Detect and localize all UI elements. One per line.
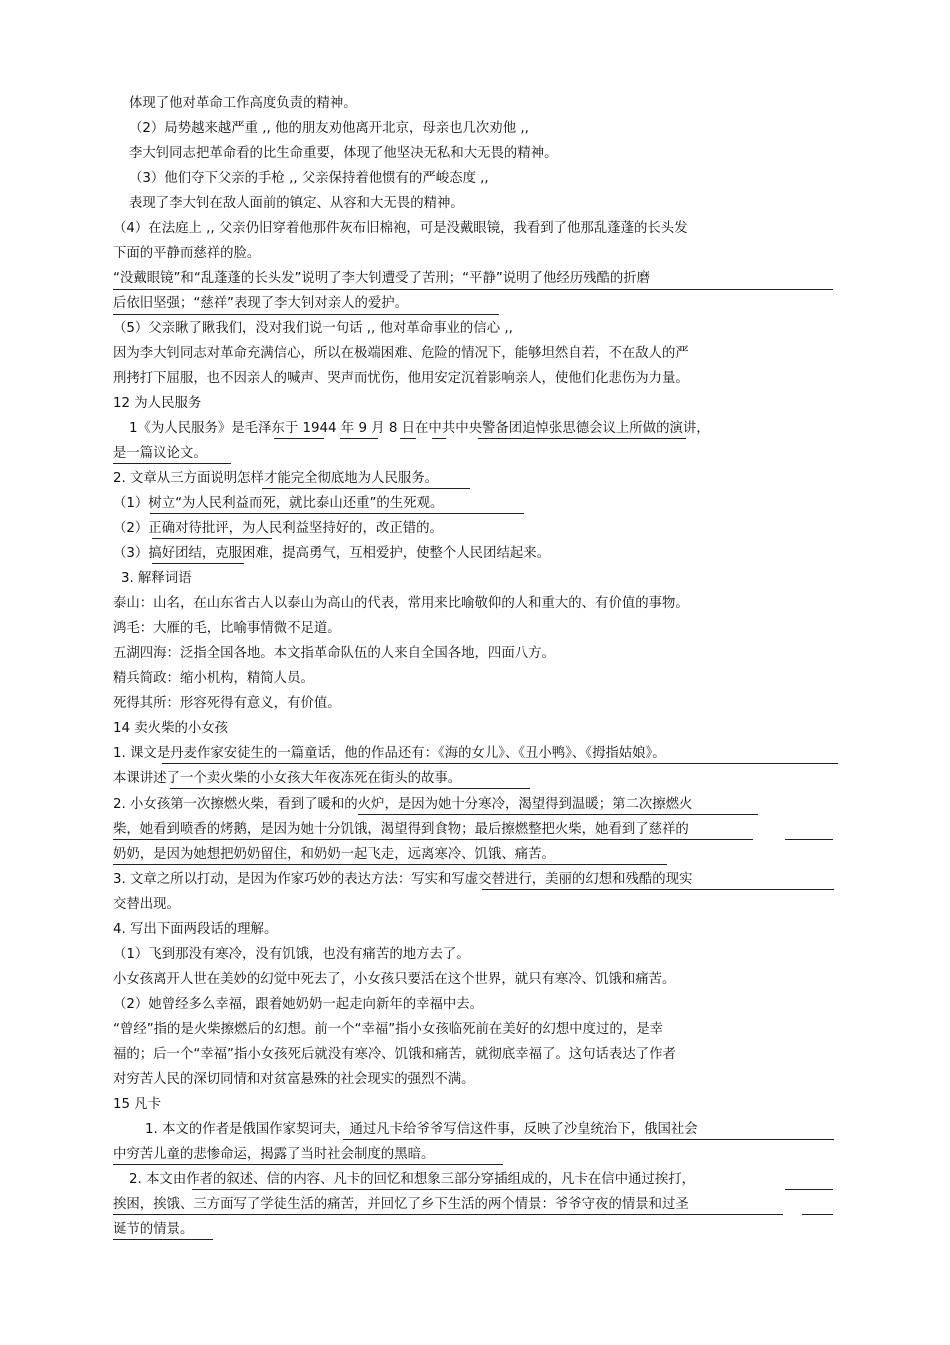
text-line: 挨困，挨饿、三方面写了学徒生活的痛苦，并回忆了乡下生活的两个情景：爷爷守夜的情景和过圣 [113,1197,689,1212]
answer-underline [785,839,833,840]
text-line: 中穷苦儿童的悲惨命运，揭露了当时社会制度的黑暗。 [113,1147,435,1162]
text-line: 下面的平静而慈祥的脸。 [113,246,261,261]
text-line: 1《为人民服务》是毛泽东于 1944 年 9 月 8 日在中共中央警备团追悼张思德会议上所做的演讲， [129,421,710,436]
answer-underline [785,1189,833,1190]
text-line: 表现了李大钊在敌人面前的镇定、从容和大无畏的精神。 [129,196,464,211]
section-heading: 12 为人民服务 [113,396,202,411]
text-line: 诞节的情景。 [113,1222,194,1237]
answer-underline [400,438,416,439]
section-heading: 14 卖火柴的小女孩 [113,721,229,736]
text-line: 4. 写出下面两段话的理解。 [113,922,278,937]
answer-underline [432,438,446,439]
answer-underline [113,463,231,464]
text-line: （5）父亲瞅了瞅我们，没对我们说一句话 ,, 他对革命事业的信心 ,, [113,321,513,336]
text-line: 体现了他对革命工作高度负责的精神。 [129,96,357,111]
text-line: 2. 本文由作者的叙述、信的内容、凡卡的回忆和想象三部分穿插组成的，凡卡在信中通过挨打， [129,1172,696,1187]
answer-underline [170,788,530,789]
answer-underline [113,1214,783,1215]
text-line: 因为李大钊同志对革命充满信心，所以在极端困难、危险的情况下，能够坦然自若，不在敌人的严 [113,346,689,361]
answer-underline [162,763,838,764]
text-line: “没戴眼镜”和“乱蓬蓬的长头发”说明了李大钊遭受了苦刑；“平静”说明了他经历残酷的折磨 [113,271,651,286]
text-line: 本课讲述了一个卖火柴的小女孩大年夜冻死在街头的故事。 [113,771,462,786]
answer-underline [274,438,324,439]
text-line: （2）她曾经多么幸福，跟着她奶奶一起走向新年的幸福中去。 [113,997,484,1012]
answer-underline [113,1164,503,1165]
text-line: 3. 解释词语 [121,571,192,586]
answer-underline [113,314,499,315]
text-line: 死得其所：形容死得有意义，有价值。 [113,696,341,711]
text-line: （4）在法庭上 ,, 父亲仍旧穿着他那件灰布旧棉袍，可是没戴眼镜，我看到了他那乱蓬蓬的长头发 [113,221,688,236]
text-line: （2）局势越来越严重 ,, 他的朋友劝他离开北京，母亲也几次劝他 ,, [129,121,529,136]
text-line: 小女孩离开人世在美妙的幻觉中死去了，小女孩只要活在这个世界，就只有寒冷、饥饿和痛苦。 [113,972,676,987]
answer-underline [192,1189,600,1190]
text-line: 2. 小女孩第一次擦燃火柴，看到了暖和的火炉，是因为她十分寒冷，渴望得到温暖；第二次擦燃火 [113,797,693,812]
answer-underline [113,864,667,865]
text-line: （3）他们夺下父亲的手枪 ,, 父亲保持着他惯有的严峻态度 ,, [129,171,489,186]
answer-underline [152,538,272,539]
text-line: 1. 本文的作者是俄国作家契诃夫，通过凡卡给爷爷写信这件事，反映了沙皇统治下，俄国社会 [145,1122,698,1137]
answer-underline [340,438,378,439]
text-line: 李大钊同志把革命看的比生命重要，体现了他坚决无私和大无畏的精神。 [129,146,558,161]
text-line: 1. 课文是丹麦作家安徒生的一篇童话，他的作品还有：《海的女儿》、《丑小鸭》、《拇指姑娘》。 [113,746,666,761]
answer-underline [482,889,834,890]
answer-underline [802,1214,833,1215]
text-line: “曾经”指的是火柴擦燃后的幻想。前一个“幸福”指小女孩临死前在美好的幻想中度过的，是幸 [113,1022,663,1037]
text-line: 交替出现。 [113,897,180,912]
text-line: 福的；后一个“幸福”指小女孩死后就没有寒冷、饥饿和痛苦，就彻底幸福了。这句话表达了作者 [113,1047,676,1062]
text-line: 柴，她看到喷香的烤鹅，是因为她十分饥饿，渴望得到食物；最后擦燃整把火柴，她看到了慈祥的 [113,822,689,837]
text-line: 精兵简政：缩小机构，精简人员。 [113,671,314,686]
text-line: 五湖四海：泛指全国各地。本文指革命队伍的人来自全国各地，四面八方。 [113,646,555,661]
text-line: 泰山：山名，在山东省古人以泰山为高山的代表，常用来比喻敬仰的人和重大的、有价值的事物。 [113,596,689,611]
answer-underline [262,488,470,489]
text-line: 2. 文章从三方面说明怎样才能完全彻底地为人民服务。 [113,471,439,486]
text-line: 3. 文章之所以打动，是因为作家巧妙的表达方法：写实和写虚交替进行，美丽的幻想和残酷的现实 [113,872,693,887]
text-line: （2）正确对待批评，为人民利益坚持好的，改正错的。 [113,521,443,536]
answer-underline [343,1139,834,1140]
text-line: 对穷苦人民的深切同情和对贫富悬殊的社会现实的强烈不满。 [113,1072,475,1087]
answer-underline [113,1239,213,1240]
text-line: 刑拷打下屈服，也不因亲人的喊声、哭声而忧伤，他用安定沉着影响亲人，使他们化悲伤为力量。 [113,371,689,386]
text-line: 鸿毛：大雁的毛，比喻事情微不足道。 [113,621,341,636]
answer-underline [358,814,758,815]
answer-underline [113,839,753,840]
section-heading: 15 凡卡 [113,1097,162,1112]
text-line: （3）搞好团结，克服困难，提高勇气，互相爱护，使整个人民团结起来。 [113,546,551,561]
text-line: （1）飞到那没有寒冷，没有饥饿，也没有痛苦的地方去了。 [113,947,470,962]
text-line: 奶奶，是因为她想把奶奶留住，和奶奶一起飞走，远离寒冷、饥饿、痛苦。 [113,847,555,862]
answer-underline [113,289,833,290]
text-line: 后依旧坚强；“慈祥”表现了李大钊对亲人的爱护。 [113,296,409,311]
answer-underline [150,513,524,514]
text-line: （1）树立“为人民利益而死，就比泰山还重”的生死观。 [113,496,444,511]
answer-underline [478,438,686,439]
answer-underline [152,563,244,564]
text-line: 是一篇议论文。 [113,446,207,461]
